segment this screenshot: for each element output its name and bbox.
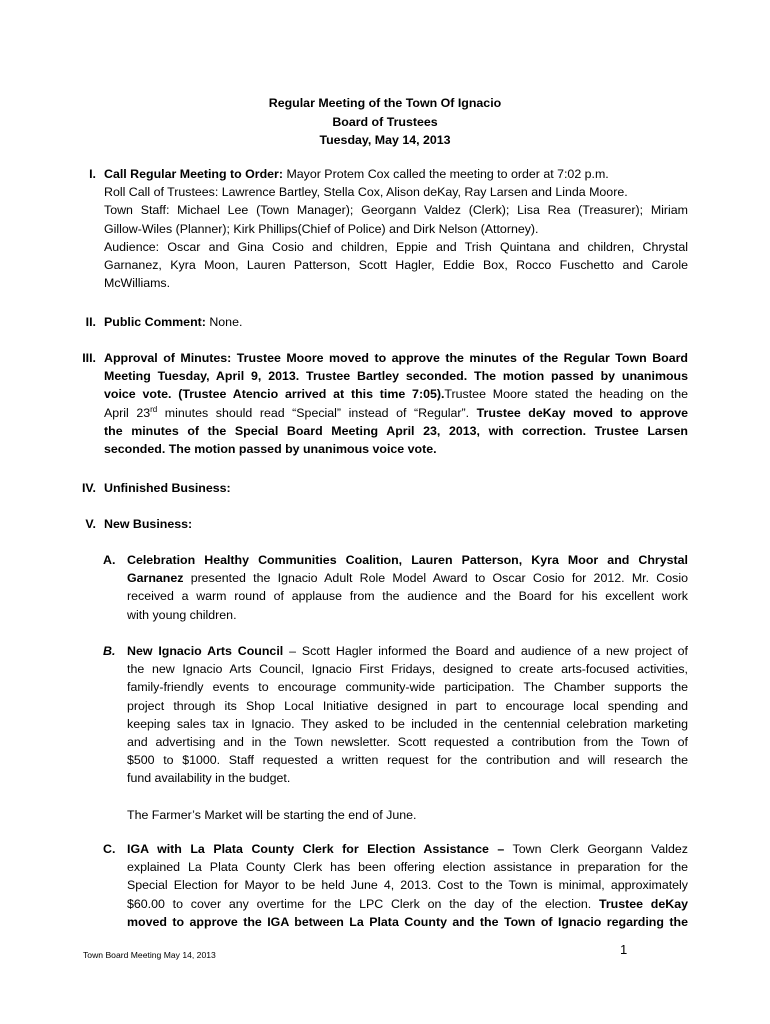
- item-text: and advertising and in the Town newsletter. Scott requested a contribution from the Town of: [127, 735, 688, 750]
- section-number: II.: [85, 315, 96, 329]
- item-text: received a warm round of applause from the audience and the Board for his excellent work: [127, 589, 688, 604]
- minutes-line: seconded. The motion passed by unanimous voice vote.: [104, 442, 437, 457]
- section-new-business: [85, 515, 688, 533]
- item-text: keeping sales tax in Ignacio. They asked to be included in the centennial celebration marketing: [127, 716, 688, 731]
- item-text: with young children.: [127, 607, 237, 622]
- item-text: Special Election for Mayor to be held June 4, 2013. Cost to the Town is minimal, approximately: [127, 878, 688, 893]
- item-text: $500 to $1000. Staff requested a written request for the contribution and will research the: [127, 753, 688, 768]
- town-staff-line: Town Staff: Michael Lee (Town Manager); Georgann Valdez (Clerk); Lisa Rea (Treasurer); Miriam: [104, 203, 688, 218]
- minutes-motion: voice vote. (Trustee Atencio arrived at this time 7:05).: [104, 387, 445, 402]
- item-arts-council: B. New Ignacio Arts Council – Scott Hagler informed the Board and audience of a new project of the new Ignacio Arts Council, Ignacio First Fridays, designed to create arts-focused activities, family-friendly events to encourage community-wide participation. The Chamber supports the project through its Shop Local Initiative designed in part to encourage local spending and keeping sales tax in Ignacio. They asked to be included in the centennial celebration marketing and advertising and in the Town newsletter. Scott requested a contribution from the Town of $500 to $1000. Staff requested a written request for the contribution and will research the fund availability in the budget. The Farmer’s Market will be starting the end of June.: [127, 642, 688, 824]
- item-text: explained La Plata County Clerk has been offering election assistance in preparation for the: [127, 860, 688, 875]
- section-number: I.: [89, 167, 96, 181]
- minutes-line: Meeting Tuesday, April 9, 2013. Trustee Bartley seconded. The motion passed by unanimous: [104, 369, 688, 384]
- footer-text: Town Board Meeting May 14, 2013: [83, 950, 216, 960]
- section-line: Call Regular Meeting to Order: Mayor Protem Cox called the meeting to order at 7:02 p.m.: [104, 167, 609, 181]
- section-public-comment: [85, 313, 688, 331]
- minutes-line: Approval of Minutes: Trustee Moore moved to approve the minutes of the Regular Town Board: [104, 351, 688, 365]
- item-title: IGA with La Plata County Clerk for Election Assistance –: [127, 842, 505, 856]
- audience-line-2: Garnanez, Kyra Moon, Lauren Patterson, Scott Hagler, Eddie Box, Rocco Fuschetto and Carole: [104, 258, 688, 273]
- item-celebration-healthy-communities: A. Celebration Healthy Communities Coalition, Lauren Patterson, Kyra Moor and Chrystal Garnanez presented the Ignacio Adult Role Model Award to Oscar Cosio for 2012. Mr. Cosio received a warm round of applause from the audience and the Board for his excellent work with young children.: [127, 551, 688, 624]
- document-header: [0, 94, 770, 150]
- item-letter: B.: [103, 644, 116, 658]
- item-title: New Ignacio Arts Council: [127, 644, 284, 658]
- town-staff-line-2: Gillow-Wiles (Planner); Kirk Phillips(Chief of Police) and Dirk Nelson (Attorney).: [104, 221, 539, 236]
- section-title: Public Comment:: [104, 315, 206, 329]
- roll-call-line: Roll Call of Trustees: Lawrence Bartley, Stella Cox, Alison deKay, Ray Larsen and Linda Moore.: [104, 185, 628, 200]
- section-unfinished-business: [81, 479, 688, 497]
- item-letter: A.: [103, 553, 116, 567]
- section-approval-of-minutes: III. Approval of Minutes: Trustee Moore moved to approve the minutes of the Regular Town Board Meeting Tuesday, April 9, 2013. Trustee Bartley seconded. The motion passed by unanimous voice vote. (Trustee Atencio arrived at this time 7:05).Trustee Moore stated the heading on the April 23rd minutes should read “Special” instead of “Regular”. Trustee deKay moved to approve the minutes of the Special Board Meeting April 23, 2013, with correction. Trustee Larsen seconded. The motion passed by unanimous voice vote.: [104, 349, 688, 458]
- audience-line: Audience: Oscar and Gina Cosio and children, Eppie and Trish Quintana and children, Chrystal: [104, 239, 688, 254]
- public-comment-text: None.: [205, 315, 243, 329]
- item-text: project through its Shop Local Initiative designed in part to encourage local spending and: [127, 698, 688, 713]
- item-letter: C.: [103, 842, 116, 856]
- board-name: Board of Trustees: [332, 114, 438, 129]
- section-call-to-order: [89, 165, 688, 292]
- item-iga-election-assistance: C. IGA with La Plata County Clerk for Election Assistance – Town Clerk Georgann Valdez explained La Plata County Clerk has been offering election assistance in preparation for the Special Election for Mayor to be held June 4, 2013. Cost to the Town is minimal, approximately $60.00 to cover any overtime for the LPC Clerk on the day of the election. Trustee deKay moved to approve the IGA between La Plata County and the Town of Ignacio regarding the: [127, 840, 688, 931]
- item-text: moved to approve the IGA between La Plata County and the Town of Ignacio regarding the: [127, 914, 688, 929]
- section-number: IV.: [81, 481, 96, 495]
- section-number: III.: [82, 351, 96, 365]
- farmers-market-note: The Farmer’s Market will be starting the end of June.: [127, 807, 417, 822]
- meeting-title: Regular Meeting of the Town Of Ignacio: [268, 96, 502, 110]
- page-number: 1: [620, 942, 628, 957]
- minutes-line: the minutes of the Special Board Meeting April 23, 2013, with correction. Trustee Larsen: [104, 423, 688, 438]
- item-text: the new Ignacio Arts Council, Ignacio First Fridays, designed to create arts-focused activities,: [127, 662, 688, 677]
- section-title: Unfinished Business:: [104, 481, 231, 495]
- section-number: V.: [85, 517, 96, 531]
- section-title: Call Regular Meeting to Order:: [104, 167, 283, 181]
- section-title: New Business:: [104, 517, 193, 531]
- item-text: family-friendly events to encourage community-wide participation. The Chamber supports the: [127, 680, 688, 695]
- audience-line-3: McWilliams.: [104, 276, 171, 291]
- meeting-date: Tuesday, May 14, 2013: [319, 133, 451, 147]
- item-title: Celebration Healthy Communities Coalition, Lauren Patterson, Kyra Moor and Chrystal: [127, 553, 688, 567]
- item-text: fund availability in the budget.: [127, 771, 291, 786]
